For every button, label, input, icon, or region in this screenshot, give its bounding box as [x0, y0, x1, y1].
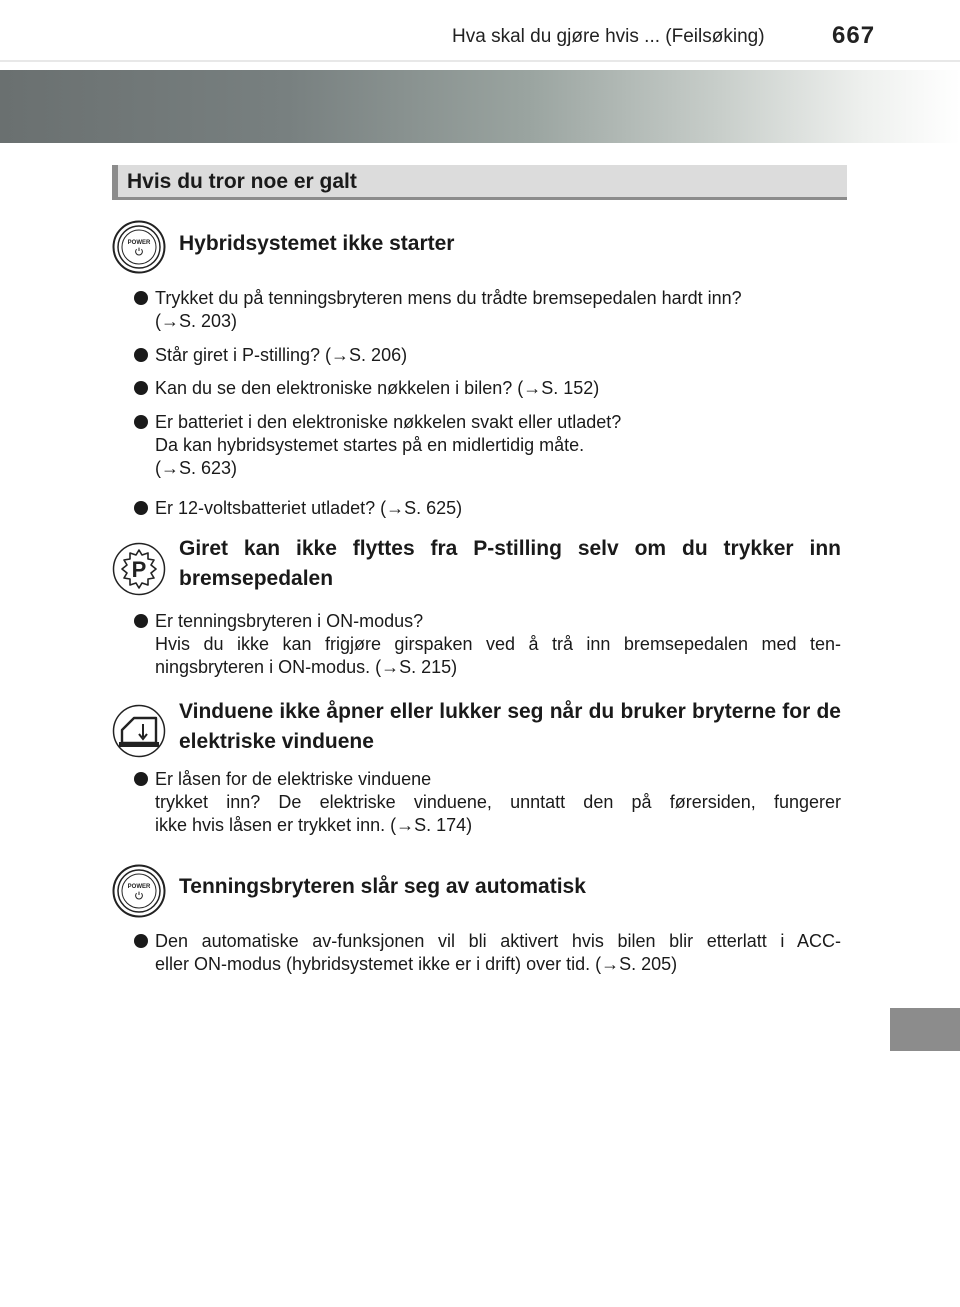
bullet-dot	[134, 381, 148, 395]
park-icon-letter: P	[131, 557, 147, 582]
bullet-dot	[134, 772, 148, 786]
bullet-dot	[134, 415, 148, 429]
header-divider	[0, 60, 960, 62]
bullet-dot	[134, 614, 148, 628]
chapter-banner	[0, 70, 960, 143]
park-gear-icon	[112, 542, 166, 596]
page-number: 667	[832, 22, 876, 49]
power-switch-icon	[112, 220, 166, 274]
subsection-title-windows: Vinduene ikke åpner eller lukker seg når du bruker bryterne for de elektriske vinduene	[179, 700, 841, 753]
running-header-title: Hva skal du gjøre hvis ... (Feilsøking)	[452, 26, 765, 47]
power-window-switch-icon	[112, 704, 166, 758]
bullet-dot	[134, 291, 148, 305]
bullet-dot	[134, 934, 148, 948]
bullet-dot	[134, 501, 148, 515]
chapter-thumb-tab	[890, 1008, 960, 1051]
power-icon-label: POWER	[127, 884, 151, 890]
subsection-title-auto-off: Tenningsbryteren slår seg av automatisk	[179, 875, 586, 898]
power-icon-label: POWER	[127, 240, 151, 246]
power-switch-icon	[112, 864, 166, 918]
bullet-dot	[134, 348, 148, 362]
subsection-title-cannot-shift: Giret kan ikke flyttes fra P-stilling selv om du trykker inn bremsepedalen	[179, 537, 841, 590]
section-heading-text: Hvis du tror noe er galt	[127, 170, 357, 193]
section-heading	[112, 165, 847, 200]
subsection-title-hybrid-not-starting: Hybridsystemet ikke starter	[179, 232, 455, 255]
